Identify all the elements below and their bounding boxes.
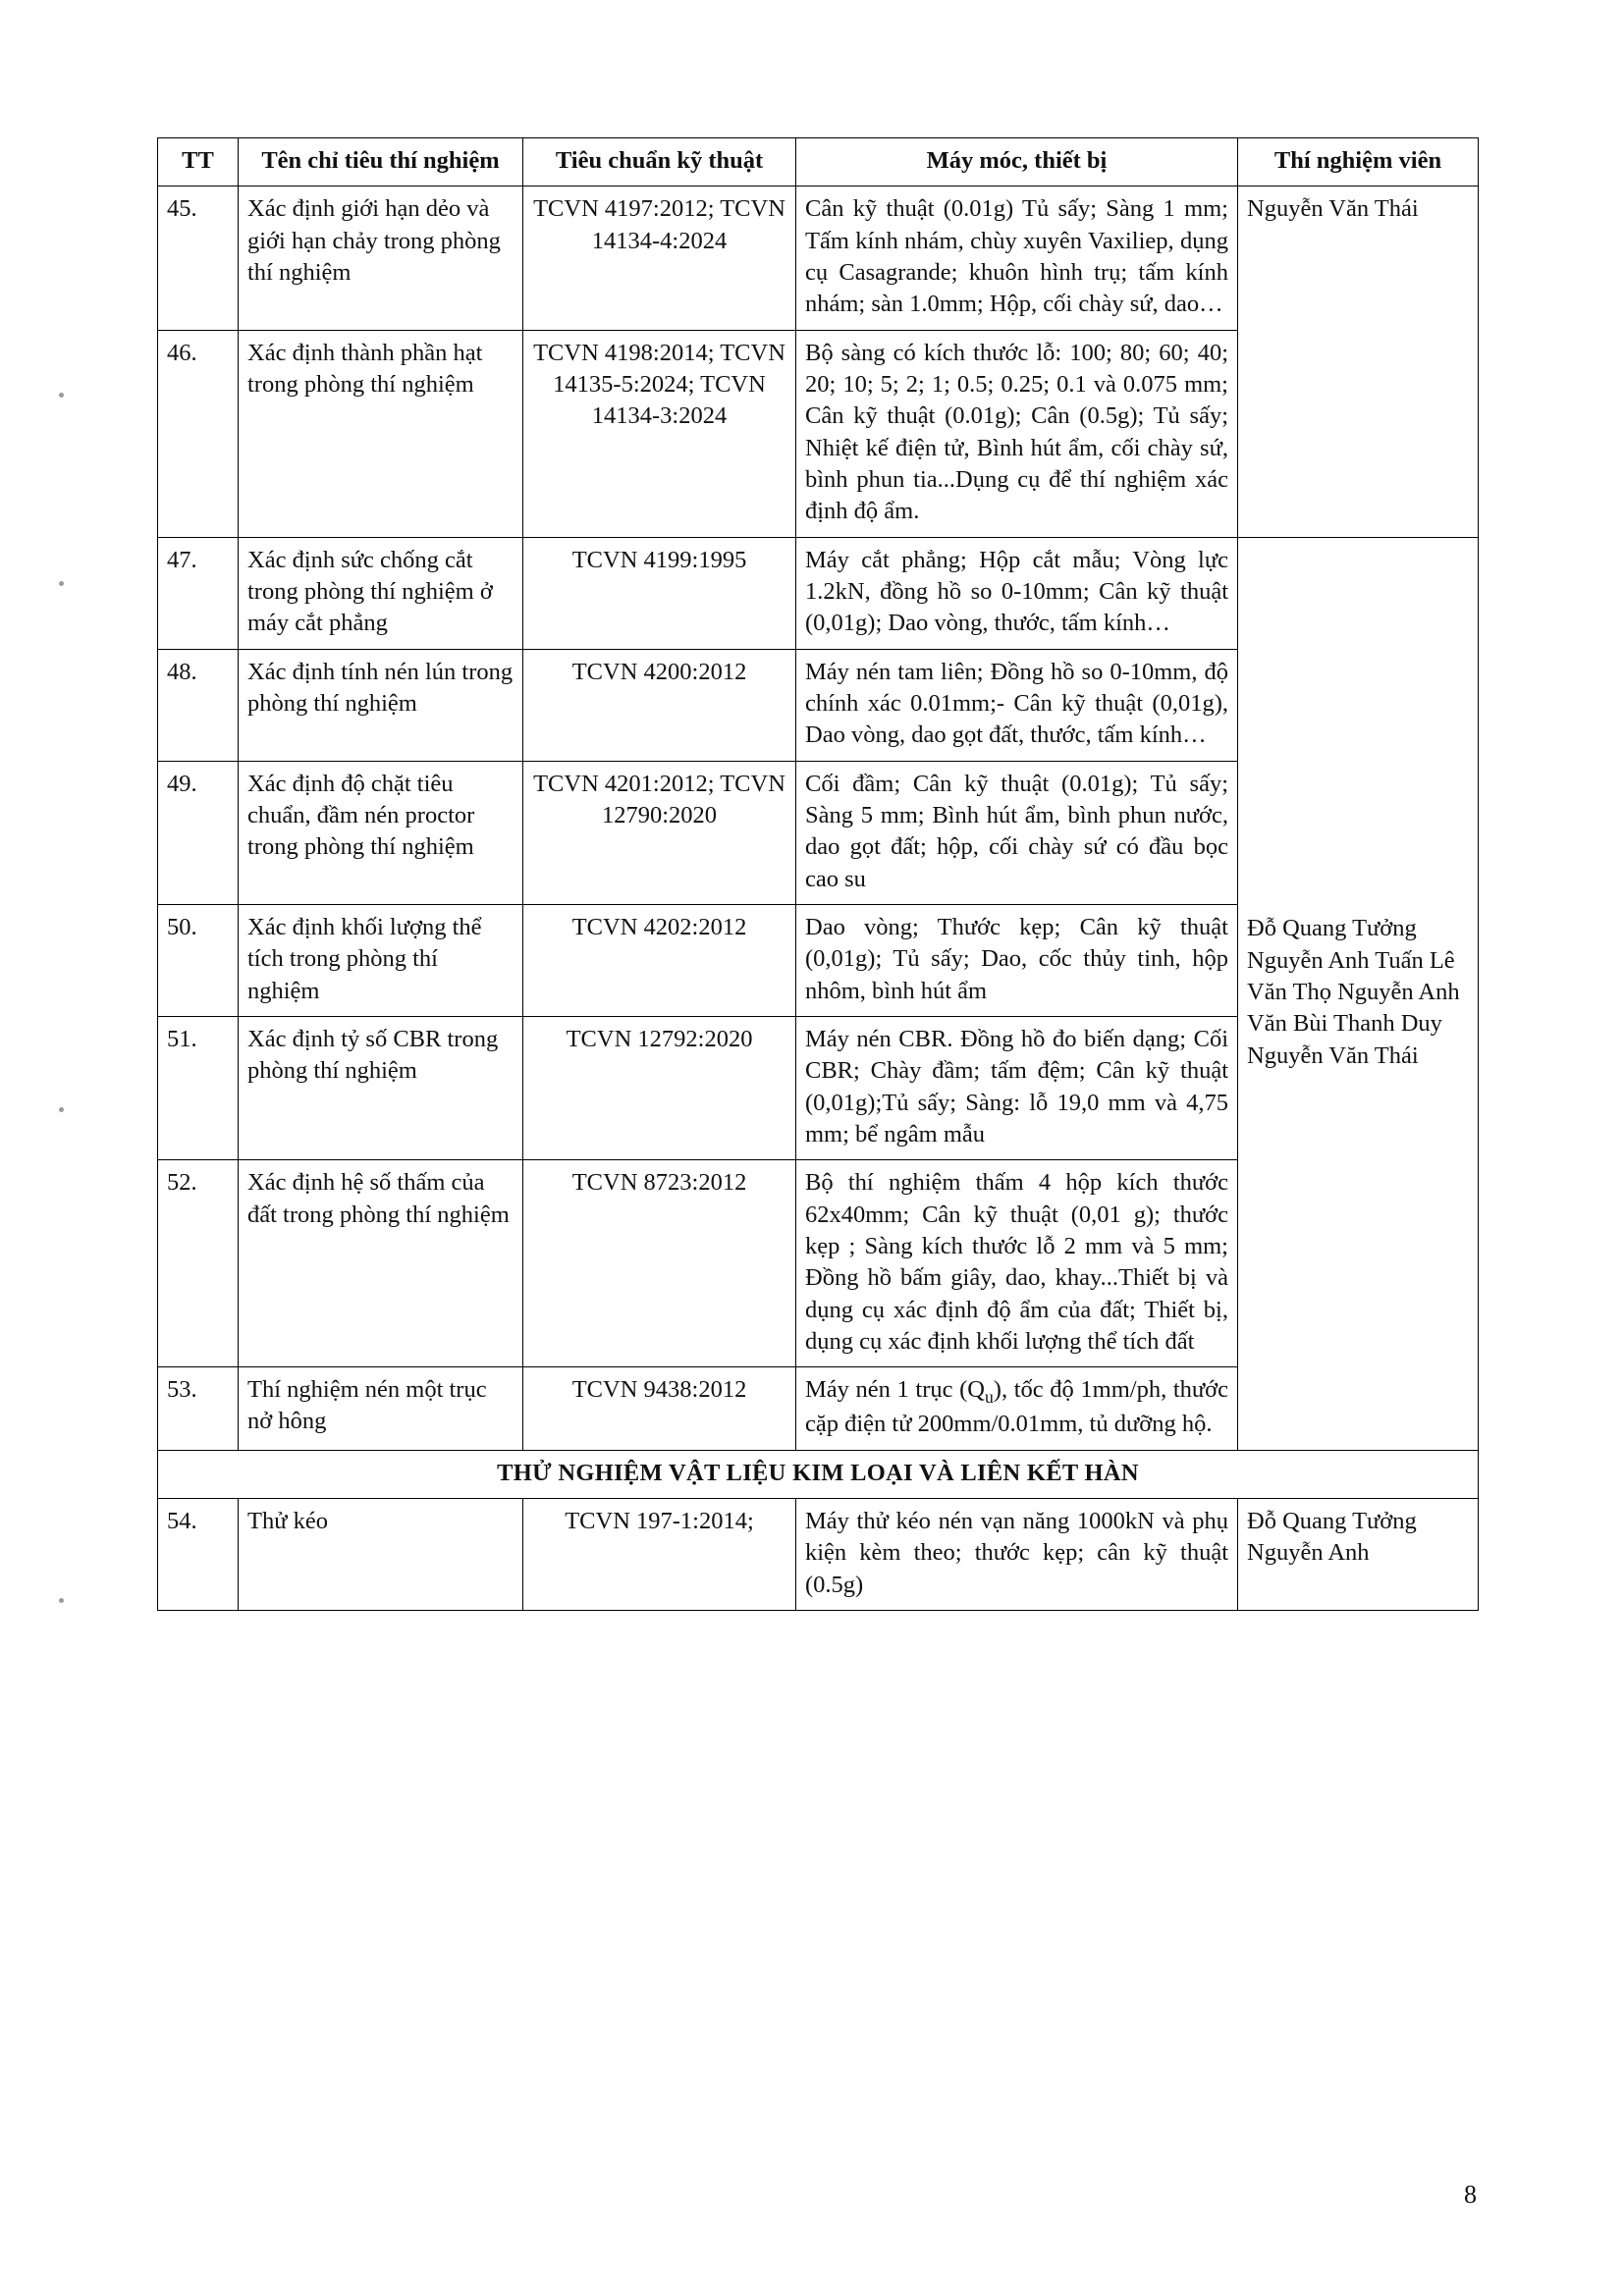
cell-tester: Nguyễn Văn Thái	[1238, 187, 1479, 537]
table-row	[158, 187, 1479, 330]
page-number: 8	[1464, 2180, 1477, 2209]
column-header-tt: TT	[158, 138, 239, 187]
cell-equipment: Cân kỹ thuật (0.01g) Tủ sấy; Sàng 1 mm; Tấm kính nhám, chùy xuyên Vaxiliep, dụng cụ Casagrande; khuôn hình trụ; tấm kính nhám; sàn 1.0mm; Hộp, cối chày sứ, dao…	[796, 187, 1238, 330]
scan-artifact	[59, 393, 64, 398]
cell-standard: TCVN 4202:2012	[523, 904, 796, 1016]
cell-name: Xác định tính nén lún trong phòng thí nghiệm	[239, 649, 523, 761]
cell-equipment: Máy nén tam liên; Đồng hồ so 0-10mm, độ chính xác 0.01mm;- Cân kỹ thuật (0,01g), Dao vòng, dao gọt đất, thước, tấm kính…	[796, 649, 1238, 761]
table-section-row	[158, 1450, 1479, 1498]
cell-tt: 52.	[158, 1160, 239, 1367]
cell-tester: Đỗ Quang Tưởng Nguyễn Anh	[1238, 1498, 1479, 1610]
cell-name: Thí nghiệm nén một trục nở hông	[239, 1367, 523, 1451]
cell-tt: 48.	[158, 649, 239, 761]
cell-standard: TCVN 4200:2012	[523, 649, 796, 761]
cell-equipment: Máy thử kéo nén vạn năng 1000kN và phụ kiện kèm theo; thước kẹp; cân kỹ thuật (0.5g)	[796, 1498, 1238, 1610]
cell-tt: 51.	[158, 1016, 239, 1159]
cell-name: Xác định tỷ số CBR trong phòng thí nghiệm	[239, 1016, 523, 1159]
table-row	[158, 537, 1479, 649]
cell-standard: TCVN 197-1:2014;	[523, 1498, 796, 1610]
column-header-tester: Thí nghiệm viên	[1238, 138, 1479, 187]
table-header-row	[158, 138, 1479, 187]
cell-name: Xác định giới hạn dẻo và giới hạn chảy trong phòng thí nghiệm	[239, 187, 523, 330]
column-header-standard: Tiêu chuẩn kỹ thuật	[523, 138, 796, 187]
scan-artifact	[59, 581, 64, 586]
cell-name: Xác định khối lượng thể tích trong phòng thí nghiệm	[239, 904, 523, 1016]
cell-tester: Đỗ Quang Tưởng Nguyễn Anh Tuấn Lê Văn Thọ Nguyễn Anh Văn Bùi Thanh Duy Nguyễn Văn Thái	[1238, 537, 1479, 1450]
cell-equipment: Máy nén CBR. Đồng hồ đo biến dạng; Cối CBR; Chày đầm; tấm đệm; Cân kỹ thuật (0,01g);Tủ sấy; Sàng: lỗ 19,0 mm và 4,75 mm; bể ngâm mẫu	[796, 1016, 1238, 1159]
cell-equipment: Máy cắt phẳng; Hộp cắt mẫu; Vòng lực 1.2kN, đồng hồ so 0-10mm; Cân kỹ thuật (0,01g); Dao vòng, thước, tấm kính…	[796, 537, 1238, 649]
cell-tt: 45.	[158, 187, 239, 330]
cell-tt: 47.	[158, 537, 239, 649]
cell-tt: 46.	[158, 330, 239, 537]
cell-standard: TCVN 4201:2012; TCVN 12790:2020	[523, 761, 796, 904]
cell-standard: TCVN 4199:1995	[523, 537, 796, 649]
table-row	[158, 1498, 1479, 1610]
cell-tt: 54.	[158, 1498, 239, 1610]
cell-tt: 49.	[158, 761, 239, 904]
cell-name: Thử kéo	[239, 1498, 523, 1610]
cell-name: Xác định hệ số thấm của đất trong phòng thí nghiệm	[239, 1160, 523, 1367]
cell-standard: TCVN 8723:2012	[523, 1160, 796, 1367]
column-header-equipment: Máy móc, thiết bị	[796, 138, 1238, 187]
cell-tt: 53.	[158, 1367, 239, 1451]
cell-equipment: Máy nén 1 trục $(Q_u)$, tốc độ 1mm/ph, thước cặp điện tử 200mm/0.01mm, tủ dưỡng hộ.	[796, 1367, 1238, 1451]
cell-standard: TCVN 4197:2012; TCVN 14134-4:2024	[523, 187, 796, 330]
cell-name: Xác định sức chống cắt trong phòng thí nghiệm ở máy cắt phẳng	[239, 537, 523, 649]
cell-name: Xác định độ chặt tiêu chuẩn, đầm nén proctor trong phòng thí nghiệm	[239, 761, 523, 904]
cell-equipment: Dao vòng; Thước kẹp; Cân kỹ thuật (0,01g); Tủ sấy; Dao, cốc thủy tinh, hộp nhôm, bình hút ẩm	[796, 904, 1238, 1016]
test-criteria-table	[157, 137, 1479, 1611]
cell-equipment: Bộ sàng có kích thước lỗ: 100; 80; 60; 40; 20; 10; 5; 2; 1; 0.5; 0.25; 0.1 và 0.075 mm; Cân kỹ thuật (0.01g); Cân (0.5g); Tủ sấy; Nhiệt kế điện tử, Bình hút ẩm, cối chày sứ, bình phun tia...Dụng cụ để thí nghiệm xác định độ ẩm.	[796, 330, 1238, 537]
section-title: THỬ NGHIỆM VẬT LIỆU KIM LOẠI VÀ LIÊN KẾT HÀN	[158, 1450, 1479, 1498]
cell-standard: TCVN 12792:2020	[523, 1016, 796, 1159]
column-header-name: Tên chỉ tiêu thí nghiệm	[239, 138, 523, 187]
cell-tt: 50.	[158, 904, 239, 1016]
cell-equipment: Bộ thí nghiệm thấm 4 hộp kích thước 62x40mm; Cân kỹ thuật (0,01 g); thước kẹp ; Sàng kích thước lỗ 2 mm và 5 mm; Đồng hồ bấm giây, dao, khay...Thiết bị và dụng cụ xác định độ ẩm của đất; Thiết bị, dụng cụ xác định khối lượng thể tích đất	[796, 1160, 1238, 1367]
cell-standard: TCVN 4198:2014; TCVN 14135-5:2024; TCVN 14134-3:2024	[523, 330, 796, 537]
scan-artifact	[59, 1598, 64, 1603]
cell-equipment: Cối đầm; Cân kỹ thuật (0.01g); Tủ sấy; Sàng 5 mm; Bình hút ẩm, bình phun nước, dao gọt đất; hộp, cối chày sứ có đầu bọc cao su	[796, 761, 1238, 904]
scan-artifact	[59, 1107, 64, 1112]
cell-name: Xác định thành phần hạt trong phòng thí nghiệm	[239, 330, 523, 537]
cell-standard: TCVN 9438:2012	[523, 1367, 796, 1451]
